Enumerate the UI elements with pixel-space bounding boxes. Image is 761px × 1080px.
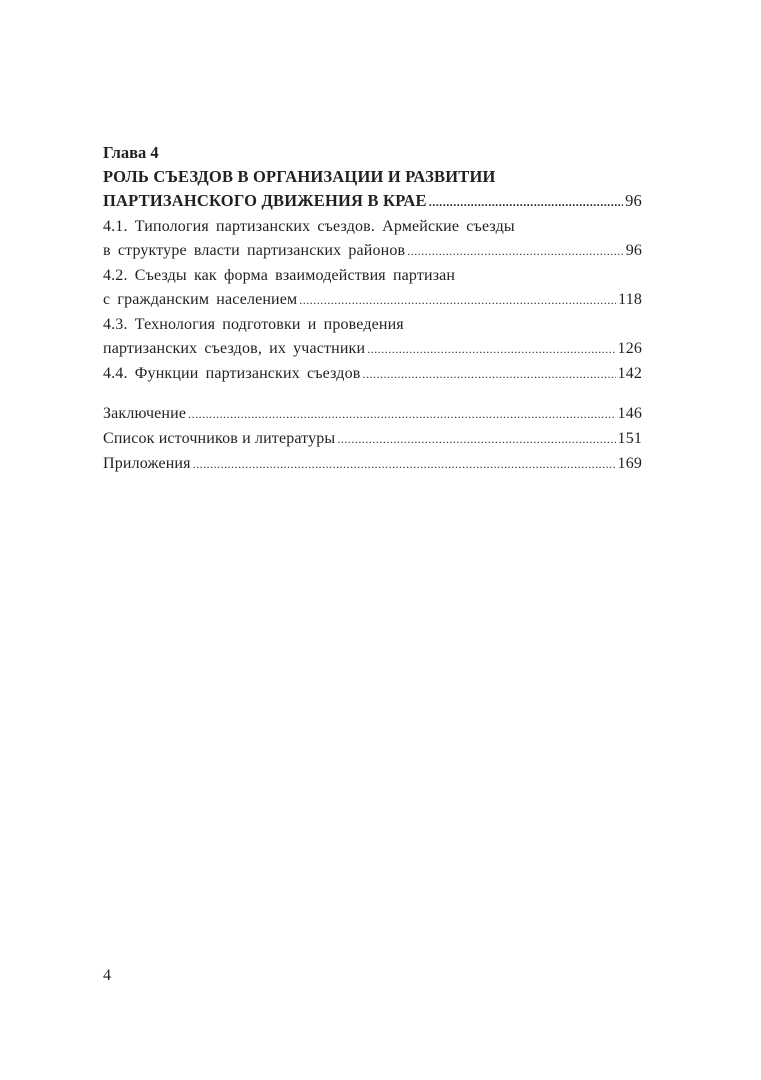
section-title-text: в структуре власти партизанских районов [103, 242, 406, 259]
entry-page-number: 146 [617, 405, 642, 422]
entry-title: Приложения [103, 455, 191, 472]
chapter-title-line-2 [103, 189, 642, 214]
section-title-line-1: 4.3. Технология подготовки и проведения [103, 316, 404, 333]
section-title-line-1: 4.1. Типология партизанских съездов. Армейские съезды [103, 218, 515, 235]
section-title-line [103, 362, 642, 386]
dot-leader [299, 288, 616, 312]
page-number: 4 [103, 967, 111, 984]
chapter-4-block [103, 141, 642, 386]
chapter-title-text: ПАРТИЗАНСКОГО ДВИЖЕНИЯ В КРАЕ [103, 191, 427, 210]
dot-leader [362, 362, 615, 386]
dot-leader [429, 190, 623, 214]
section-title-text: с гражданским населением [103, 291, 298, 308]
entry-page-number: 169 [617, 455, 642, 472]
section-title-line-2 [103, 337, 642, 361]
section-page-number: 126 [617, 340, 642, 357]
chapter-label: Глава 4 [103, 143, 159, 162]
dot-leader [337, 427, 615, 451]
section-title-line-2 [103, 239, 642, 263]
toc-entry-appendices [103, 452, 642, 476]
dot-leader [367, 337, 615, 361]
section-page-number: 142 [617, 365, 642, 382]
section-page-number: 96 [625, 242, 642, 259]
section-page-number: 118 [618, 291, 642, 308]
dot-leader [407, 239, 623, 263]
section-title-line-1: 4.2. Съезды как форма взаимодействия партизан [103, 267, 456, 284]
dot-leader [188, 402, 615, 426]
toc-entry-section-4-1 [103, 215, 642, 263]
toc-entry-bibliography [103, 427, 642, 451]
entry-title: Список источников и литературы [103, 430, 336, 447]
section-title-line-2 [103, 288, 642, 312]
toc-entry-conclusion [103, 402, 642, 426]
chapter-page-number: 96 [625, 191, 642, 210]
toc-entry-section-4-3 [103, 313, 642, 361]
toc-entry-section-4-2 [103, 264, 642, 312]
section-title-text: партизанских съездов, их участники [103, 340, 366, 357]
back-matter-block [103, 402, 642, 476]
entry-page-number: 151 [617, 430, 642, 447]
dot-leader [193, 452, 616, 476]
toc-entry-section-4-4 [103, 362, 642, 386]
chapter-title-line-1: РОЛЬ СЪЕЗДОВ В ОРГАНИЗАЦИИ И РАЗВИТИИ [103, 167, 496, 186]
section-title-text: 4.4. Функции партизанских съездов [103, 365, 361, 382]
entry-title: Заключение [103, 405, 187, 422]
table-of-contents [103, 141, 642, 477]
